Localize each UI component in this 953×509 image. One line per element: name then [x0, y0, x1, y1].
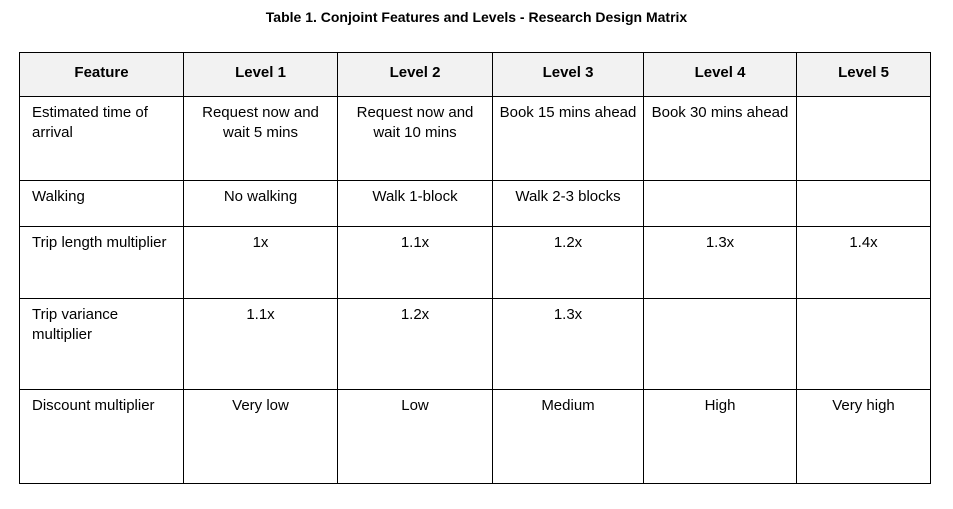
level-cell: No walking: [184, 181, 338, 227]
feature-cell: Trip variance multiplier: [20, 299, 184, 390]
level-cell: Very low: [184, 390, 338, 484]
conjoint-table: [19, 52, 931, 484]
level-cell: Low: [338, 390, 493, 484]
feature-cell: Estimated time of arrival: [20, 97, 184, 181]
level-cell: [797, 181, 931, 227]
level-cell: [644, 181, 797, 227]
level-cell: Walk 1-block: [338, 181, 493, 227]
level-cell: Walk 2-3 blocks: [493, 181, 644, 227]
feature-cell: Walking: [20, 181, 184, 227]
table-row: [20, 97, 931, 181]
table-caption: Table 1. Conjoint Features and Levels - Research Design Matrix: [265, 9, 688, 25]
level-cell: 1.4x: [797, 227, 931, 299]
header-level-5: Level 5: [797, 53, 931, 97]
level-cell: Medium: [493, 390, 644, 484]
table-row: [20, 299, 931, 390]
level-cell: [797, 299, 931, 390]
level-cell: 1.1x: [338, 227, 493, 299]
level-cell: 1x: [184, 227, 338, 299]
header-level-2: Level 2: [338, 53, 493, 97]
feature-cell: Trip length multiplier: [20, 227, 184, 299]
table-row: [20, 181, 931, 227]
level-cell: Request now and wait 5 mins: [184, 97, 338, 181]
feature-cell: Discount multiplier: [20, 390, 184, 484]
header-level-1: Level 1: [184, 53, 338, 97]
table-row: [20, 390, 931, 484]
level-cell: 1.2x: [338, 299, 493, 390]
level-cell: 1.2x: [493, 227, 644, 299]
table-row: [20, 227, 931, 299]
level-cell: 1.3x: [644, 227, 797, 299]
header-row: [20, 53, 931, 97]
level-cell: 1.1x: [184, 299, 338, 390]
level-cell: Book 30 mins ahead: [644, 97, 797, 181]
header-feature: Feature: [20, 53, 184, 97]
header-level-4: Level 4: [644, 53, 797, 97]
level-cell: [644, 299, 797, 390]
level-cell: 1.3x: [493, 299, 644, 390]
level-cell: Book 15 mins ahead: [493, 97, 644, 181]
level-cell: Request now and wait 10 mins: [338, 97, 493, 181]
level-cell: High: [644, 390, 797, 484]
level-cell: [797, 97, 931, 181]
level-cell: Very high: [797, 390, 931, 484]
header-level-3: Level 3: [493, 53, 644, 97]
